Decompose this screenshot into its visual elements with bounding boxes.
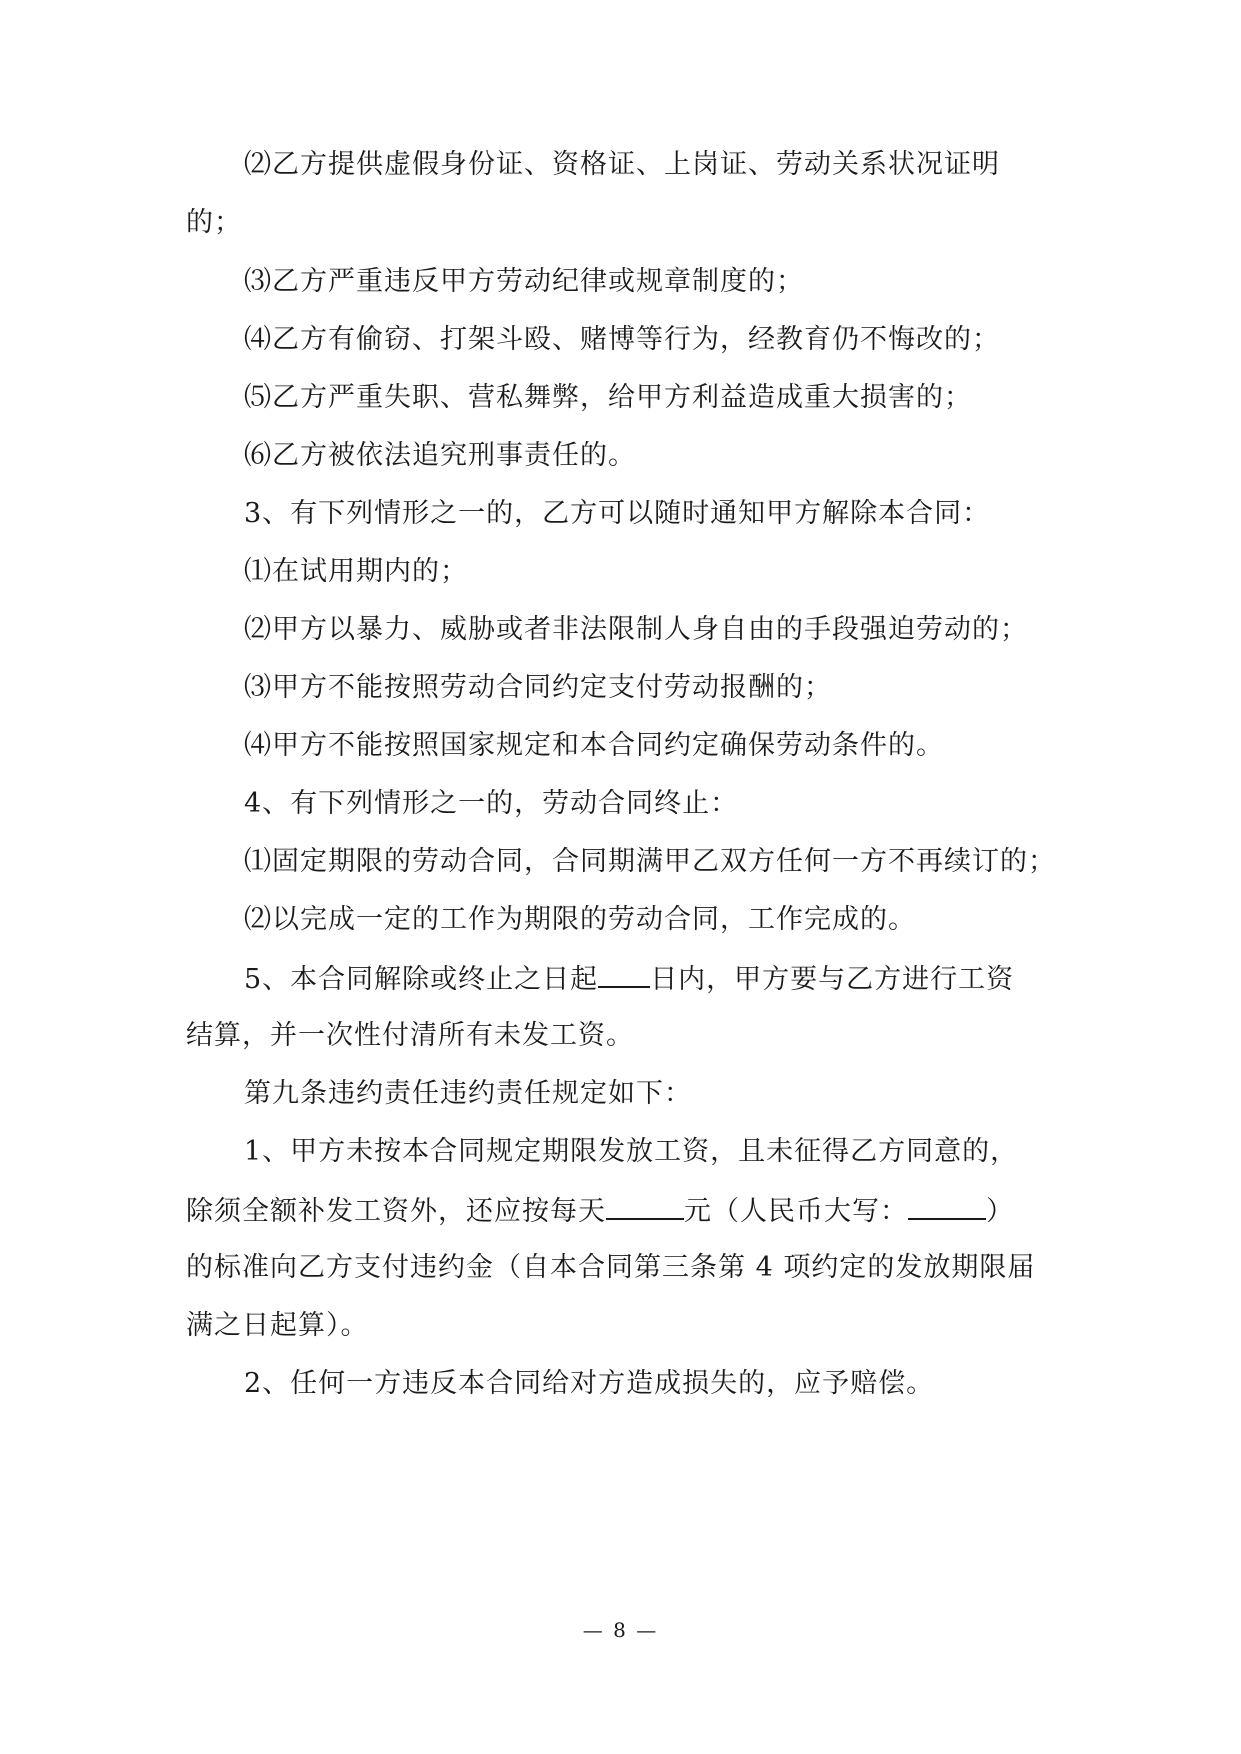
clause-9-1-line4: 满之日起算）。 bbox=[186, 1310, 369, 1341]
clause-8-2-4: ⑷乙方有偷窃、打架斗殴、赌博等行为，经教育仍不悔改的； bbox=[244, 324, 1000, 355]
clause-8-3-2: ⑵甲方以暴力、威胁或者非法限制人身自由的手段强迫劳动的； bbox=[244, 614, 1028, 645]
days-blank bbox=[598, 958, 650, 988]
clause-8-3-1: ⑴在试用期内的； bbox=[244, 556, 468, 587]
clause-9-2: 2、任何一方违反本合同给对方造成损失的，应予赔偿。 bbox=[244, 1368, 935, 1399]
clause-9-1-text-b: 元（人民币大写： bbox=[684, 1196, 908, 1227]
page-number: — 8 — bbox=[582, 1618, 659, 1642]
clause-8-2-2-line2: 的； bbox=[186, 207, 242, 238]
daily-amount-blank bbox=[606, 1190, 684, 1220]
clause-8-4-1: ⑴固定期限的劳动合同，合同期满甲乙双方任何一方不再续订的； bbox=[244, 846, 1056, 877]
clause-8-4-heading: 4、有下列情形之一的，劳动合同终止： bbox=[244, 788, 739, 819]
clause-9-1-line3: 的标准向乙方支付违约金（自本合同第三条第 4 项约定的发放期限届 bbox=[186, 1252, 1036, 1283]
clause-8-5-line1 bbox=[244, 958, 1014, 998]
clause-8-4-2: ⑵以完成一定的工作为期限的劳动合同，工作完成的。 bbox=[244, 904, 916, 935]
clause-9-1-line2 bbox=[186, 1190, 1014, 1230]
clause-8-5-text-a: 5、本合同解除或终止之日起 bbox=[244, 964, 599, 995]
clause-8-3-3: ⑶甲方不能按照劳动合同约定支付劳动报酬的； bbox=[244, 672, 832, 703]
clause-8-3-4: ⑷甲方不能按照国家规定和本合同约定确保劳动条件的。 bbox=[244, 730, 944, 761]
article-9-heading: 第九条违约责任违约责任规定如下： bbox=[244, 1078, 692, 1109]
clause-8-2-6: ⑹乙方被依法追究刑事责任的。 bbox=[244, 440, 636, 471]
clause-8-3-heading: 3、有下列情形之一的，乙方可以随时通知甲方解除本合同： bbox=[244, 498, 991, 529]
clause-8-5-line2: 结算，并一次性付清所有未发工资。 bbox=[186, 1020, 634, 1051]
clause-8-2-2-line1: ⑵乙方提供虚假身份证、资格证、上岗证、劳动关系状况证明 bbox=[244, 149, 1000, 180]
clause-8-2-5: ⑸乙方严重失职、营私舞弊，给甲方利益造成重大损害的； bbox=[244, 382, 972, 413]
clause-8-5-text-b: 日内，甲方要与乙方进行工资 bbox=[650, 964, 1015, 995]
amount-in-words-blank bbox=[908, 1190, 986, 1220]
clause-9-1-text-a: 除须全额补发工资外，还应按每天 bbox=[186, 1196, 606, 1227]
clause-9-1-line1: 1、甲方未按本合同规定期限发放工资，且未征得乙方同意的， bbox=[244, 1136, 1019, 1167]
clause-8-2-3: ⑶乙方严重违反甲方劳动纪律或规章制度的； bbox=[244, 266, 804, 297]
clause-9-1-text-c: ） bbox=[986, 1196, 1014, 1227]
